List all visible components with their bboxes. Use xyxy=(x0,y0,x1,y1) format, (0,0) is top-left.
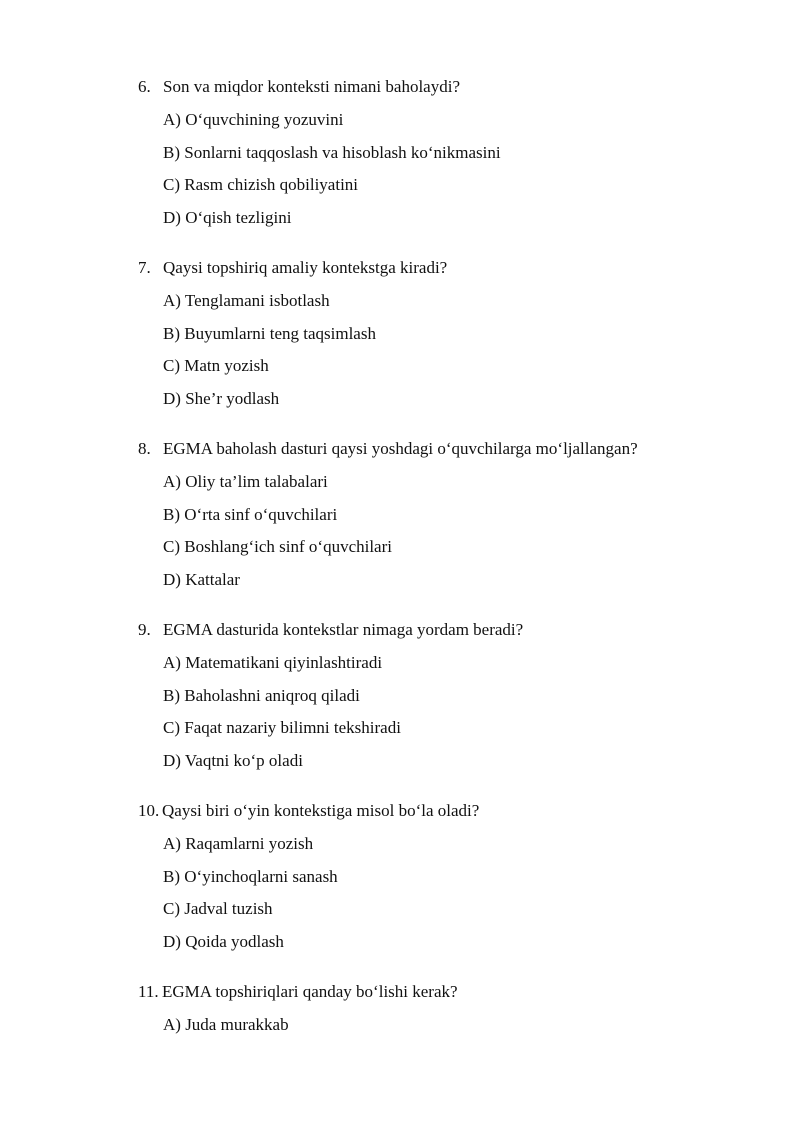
question-number: 9. xyxy=(138,620,151,639)
question-9 xyxy=(138,619,778,782)
question-number: 6. xyxy=(138,77,151,96)
question-8 xyxy=(138,438,778,601)
option-d: D) Qoida yodlash xyxy=(163,931,284,951)
question-text: Qaysi topshiriq amaliy kontekstga kiradi? xyxy=(163,258,448,277)
question-stem xyxy=(138,619,778,652)
question-number: 11. xyxy=(138,982,159,1001)
option-d: D) Vaqtni ko‘p oladi xyxy=(163,750,303,770)
question-7 xyxy=(138,257,778,420)
option-b: B) O‘rta sinf o‘quvchilari xyxy=(163,504,338,524)
option-a: A) Juda murakkab xyxy=(163,1015,289,1034)
option-c: C) Boshlang‘ich sinf o‘quvchilari xyxy=(163,537,392,556)
question-text: EGMA dasturida kontekstlar nimaga yordam beradi? xyxy=(163,620,524,639)
option-a: A) Oliy ta’lim talabalari xyxy=(163,472,328,491)
question-number: 7. xyxy=(138,258,151,277)
option-a: A) Matematikani qiyinlashtiradi xyxy=(163,653,383,672)
option-c: C) Faqat nazariy bilimni tekshiradi xyxy=(163,718,401,737)
question-11 xyxy=(138,981,778,1047)
option-a: A) Tenglamani isbotlash xyxy=(163,291,330,310)
question-text: EGMA baholash dasturi qaysi yoshdagi o‘quvchilarga mo‘ljallangan? xyxy=(163,439,638,458)
option-a: A) Raqamlarni yozish xyxy=(163,834,314,853)
option-d: D) O‘qish tezligini xyxy=(163,207,292,227)
option-c: C) Matn yozish xyxy=(163,356,269,375)
question-stem xyxy=(138,257,778,290)
option-b: B) Sonlarni taqqoslash va hisoblash ko‘nikmasini xyxy=(163,142,501,162)
option-b: B) Baholashni aniqroq qiladi xyxy=(163,685,360,705)
option-c: C) Jadval tuzish xyxy=(163,899,273,918)
option-c: C) Rasm chizish qobiliyatini xyxy=(163,175,359,194)
question-10 xyxy=(138,800,778,963)
question-text: EGMA topshiriqlari qanday bo‘lishi kerak? xyxy=(162,982,458,1001)
option-b: B) Buyumlarni teng taqsimlash xyxy=(163,323,376,343)
question-stem xyxy=(138,438,778,471)
question-stem xyxy=(138,981,778,1014)
option-d: D) She’r yodlash xyxy=(163,388,280,408)
option-a: A) O‘quvchining yozuvini xyxy=(163,110,344,129)
question-number: 8. xyxy=(138,439,151,458)
question-stem xyxy=(138,76,778,109)
question-text: Son va miqdor konteksti nimani baholaydi? xyxy=(163,77,460,96)
question-text: Qaysi biri o‘yin kontekstiga misol bo‘la oladi? xyxy=(162,801,480,820)
option-b: B) O‘yinchoqlarni sanash xyxy=(163,866,338,886)
question-stem xyxy=(138,800,778,833)
question-number: 10. xyxy=(138,801,160,820)
question-6 xyxy=(138,76,778,239)
option-d: D) Kattalar xyxy=(163,569,240,589)
